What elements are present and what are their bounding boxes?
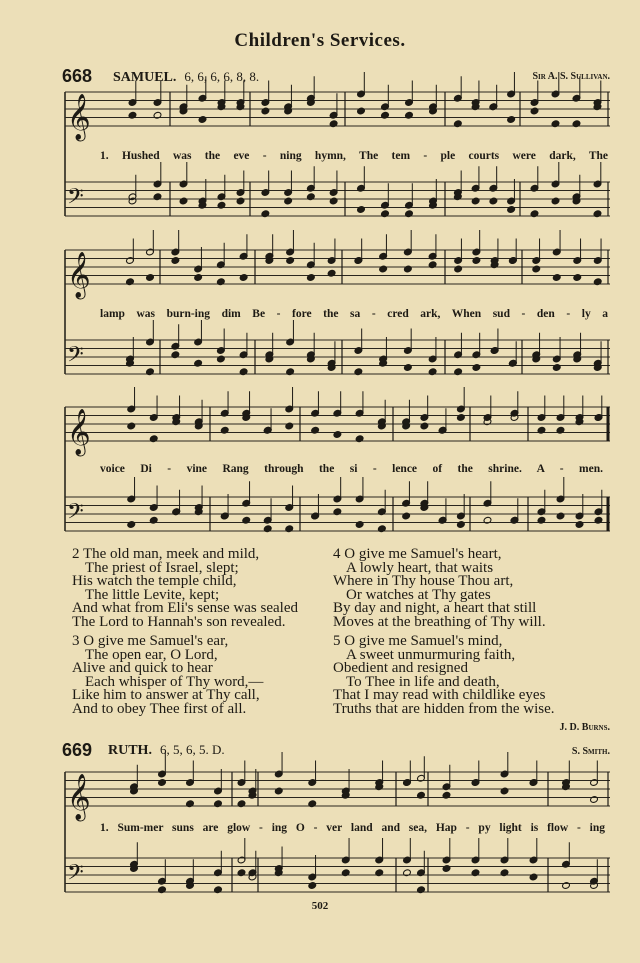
note-head [333,508,342,516]
note-head [308,882,317,890]
note-head [537,516,546,524]
note-head [405,111,414,119]
note-head [127,422,136,430]
bass-clef-icon: 𝄢 [67,499,84,530]
note-head [593,278,602,286]
note-head [284,197,293,205]
page-number: 502 [311,900,329,912]
treble-clef-icon: 𝄞 [67,94,91,140]
note-head [329,197,338,205]
verse-line: Alive and quick to hear [72,660,213,676]
note-head [375,869,384,877]
note-head [327,269,336,277]
note-head [471,869,480,877]
hymn-number: 669 [62,740,93,760]
note-head [198,116,207,124]
verse-line: Moves at the breathing of Thy will. [333,613,546,630]
note-head [556,512,565,520]
note-head [379,265,388,273]
verse-line: Obedient and resigned [333,660,468,676]
note-head [357,206,366,214]
note-head [217,355,226,363]
note-head [341,869,350,877]
verse-line: The open ear, O Lord, [85,646,218,663]
note-head [442,865,451,873]
bass-clef-icon: 𝄢 [67,184,84,215]
composer: S. Smith. [571,746,610,757]
composer: Sir A. S. Sullivan. [532,71,610,82]
note-head [404,364,413,372]
note-head [237,800,246,808]
note-head [403,869,412,877]
note-head [507,206,516,214]
note-head [529,873,538,881]
verse-line: 5 O give me Samuel's mind, [333,633,503,649]
meter: 6, 6, 6, 6, 8, 8. [184,69,260,84]
verses-right [333,548,555,716]
verse-line: To Thee in life and death, [346,673,500,690]
note-head [194,274,203,282]
note-head [239,274,248,282]
note-head [261,210,270,218]
verse-line: By day and night, a heart that still [333,600,537,616]
verse-line: The Lord to Hannah's son revealed. [72,613,286,630]
note-head [171,351,180,359]
verse-line: And what from Eli's sense was sealed [72,600,298,616]
note-head [355,435,364,443]
note-head [153,193,162,201]
note-head [507,116,516,124]
treble-clef-icon: 𝄞 [67,252,91,298]
note-head [454,120,463,128]
note-head [402,512,411,520]
note-head [381,111,390,119]
note-head [457,414,466,422]
verse-line: The little Levite, kept; [85,586,220,603]
note-head [417,886,426,894]
lyric-line: lamp was burn-ing dim Be - fore the sa - cred ark, When sud - den - ly a [100,308,608,320]
note-head [489,197,498,205]
note-head [594,516,603,524]
bass-clef-icon: 𝄢 [67,860,84,891]
note-head [274,787,283,795]
verse-line: A lowly heart, that waits [346,559,494,576]
verse-line: Each whisper of Thy word,— [85,673,264,690]
note-head [457,521,466,529]
note-head [149,516,158,524]
verses-left [72,548,298,716]
treble-clef-icon: 𝄞 [67,774,91,820]
note-head [171,257,180,265]
note-head [472,257,481,265]
note-head [428,261,437,269]
note-head [357,107,366,115]
bass-clef-icon: 𝄢 [67,342,84,373]
note-head [483,516,492,524]
note-head [158,886,167,894]
note-head [128,111,137,119]
note-head [593,210,602,218]
note-head [236,197,245,205]
note-head [472,364,481,372]
tune-name: SAMUEL. [113,70,177,85]
note-head [404,265,413,273]
verse-line: 4 O give me Samuel's heart, [333,546,502,562]
verse-line: His watch the temple child, [72,573,237,589]
verse-line: 3 O give me Samuel's ear, [72,633,229,649]
note-head [575,521,584,529]
note-head [179,197,188,205]
note-head [572,120,581,128]
note-head [354,368,363,376]
note-head [263,525,272,533]
hymn-author: J. D. Burns. [559,722,610,733]
treble-clef-icon: 𝄞 [67,409,91,455]
note-head [552,274,561,282]
note-head [329,120,338,128]
note-head [186,800,195,808]
note-head [471,197,480,205]
note-head [537,426,546,434]
note-head [214,886,223,894]
note-head [308,800,317,808]
note-head [500,869,509,877]
note-head [381,210,390,218]
lyric-line: voice Di - vine Rang through the si - lence of the shrine. A - men. [100,463,603,475]
note-head [530,107,539,115]
verse-line: And to obey Thee first of all. [72,700,247,717]
note-head [442,791,451,799]
note-head [285,422,294,430]
note-head [153,111,162,119]
note-head [242,516,251,524]
note-head [420,422,429,430]
verse-line: Or watches at Thy gates [346,586,491,603]
note-head [417,791,426,799]
note-head [378,525,387,533]
note-head [454,265,463,273]
verse-line: Like him to answer at Thy call, [72,687,260,703]
note-head [333,431,342,439]
note-head [286,257,295,265]
verse-line: A sweet unmurmuring faith, [346,646,516,663]
note-head [590,796,599,804]
note-head [286,368,295,376]
section-title: Children's Services. [234,30,406,51]
note-head [552,364,561,372]
note-head [146,274,155,282]
verse-line: 2 The old man, meek and mild, [72,546,260,562]
note-head [500,787,509,795]
note-head [220,426,229,434]
verse-line: The priest of Israel, slept; [85,559,239,576]
lyric-line: 1. Hushed was the eve - ning hymn, The tem - ple courts were dark, The [100,150,608,162]
note-head [311,426,320,434]
lyric-line: 1. Sum-mer suns are glow - ing O - ver land and sea, Hap - py light is flow - ing [100,822,605,834]
note-head [562,882,571,890]
verse-line: That I may read with childlike eyes [333,687,546,703]
note-head [239,368,248,376]
meter: 6, 5, 6, 5. D. [159,742,225,757]
note-head [261,107,270,115]
note-head [237,869,246,877]
note-head [158,779,167,787]
note-head [307,274,316,282]
note-head [217,201,226,209]
note-head [307,193,316,201]
note-head [551,197,560,205]
note-head [551,120,560,128]
note-head [146,368,155,376]
note-head [127,521,136,529]
tune-name: RUTH. [108,743,152,758]
note-head [126,278,135,286]
note-head [194,359,203,367]
note-head [217,278,226,286]
verse-line: Where in Thy house Thou art, [333,573,514,589]
note-head [454,368,463,376]
note-head [532,265,541,273]
hymn-number: 668 [62,66,93,86]
note-head [214,800,223,808]
note-head [428,368,437,376]
note-head [556,426,565,434]
note-head [530,210,539,218]
note-head [355,521,364,529]
note-head [149,435,158,443]
note-head [285,525,294,533]
tune-header [108,742,225,759]
note-head [405,210,414,218]
verse-line: Truths that are hidden from the wise. [333,700,555,717]
note-head [573,274,582,282]
